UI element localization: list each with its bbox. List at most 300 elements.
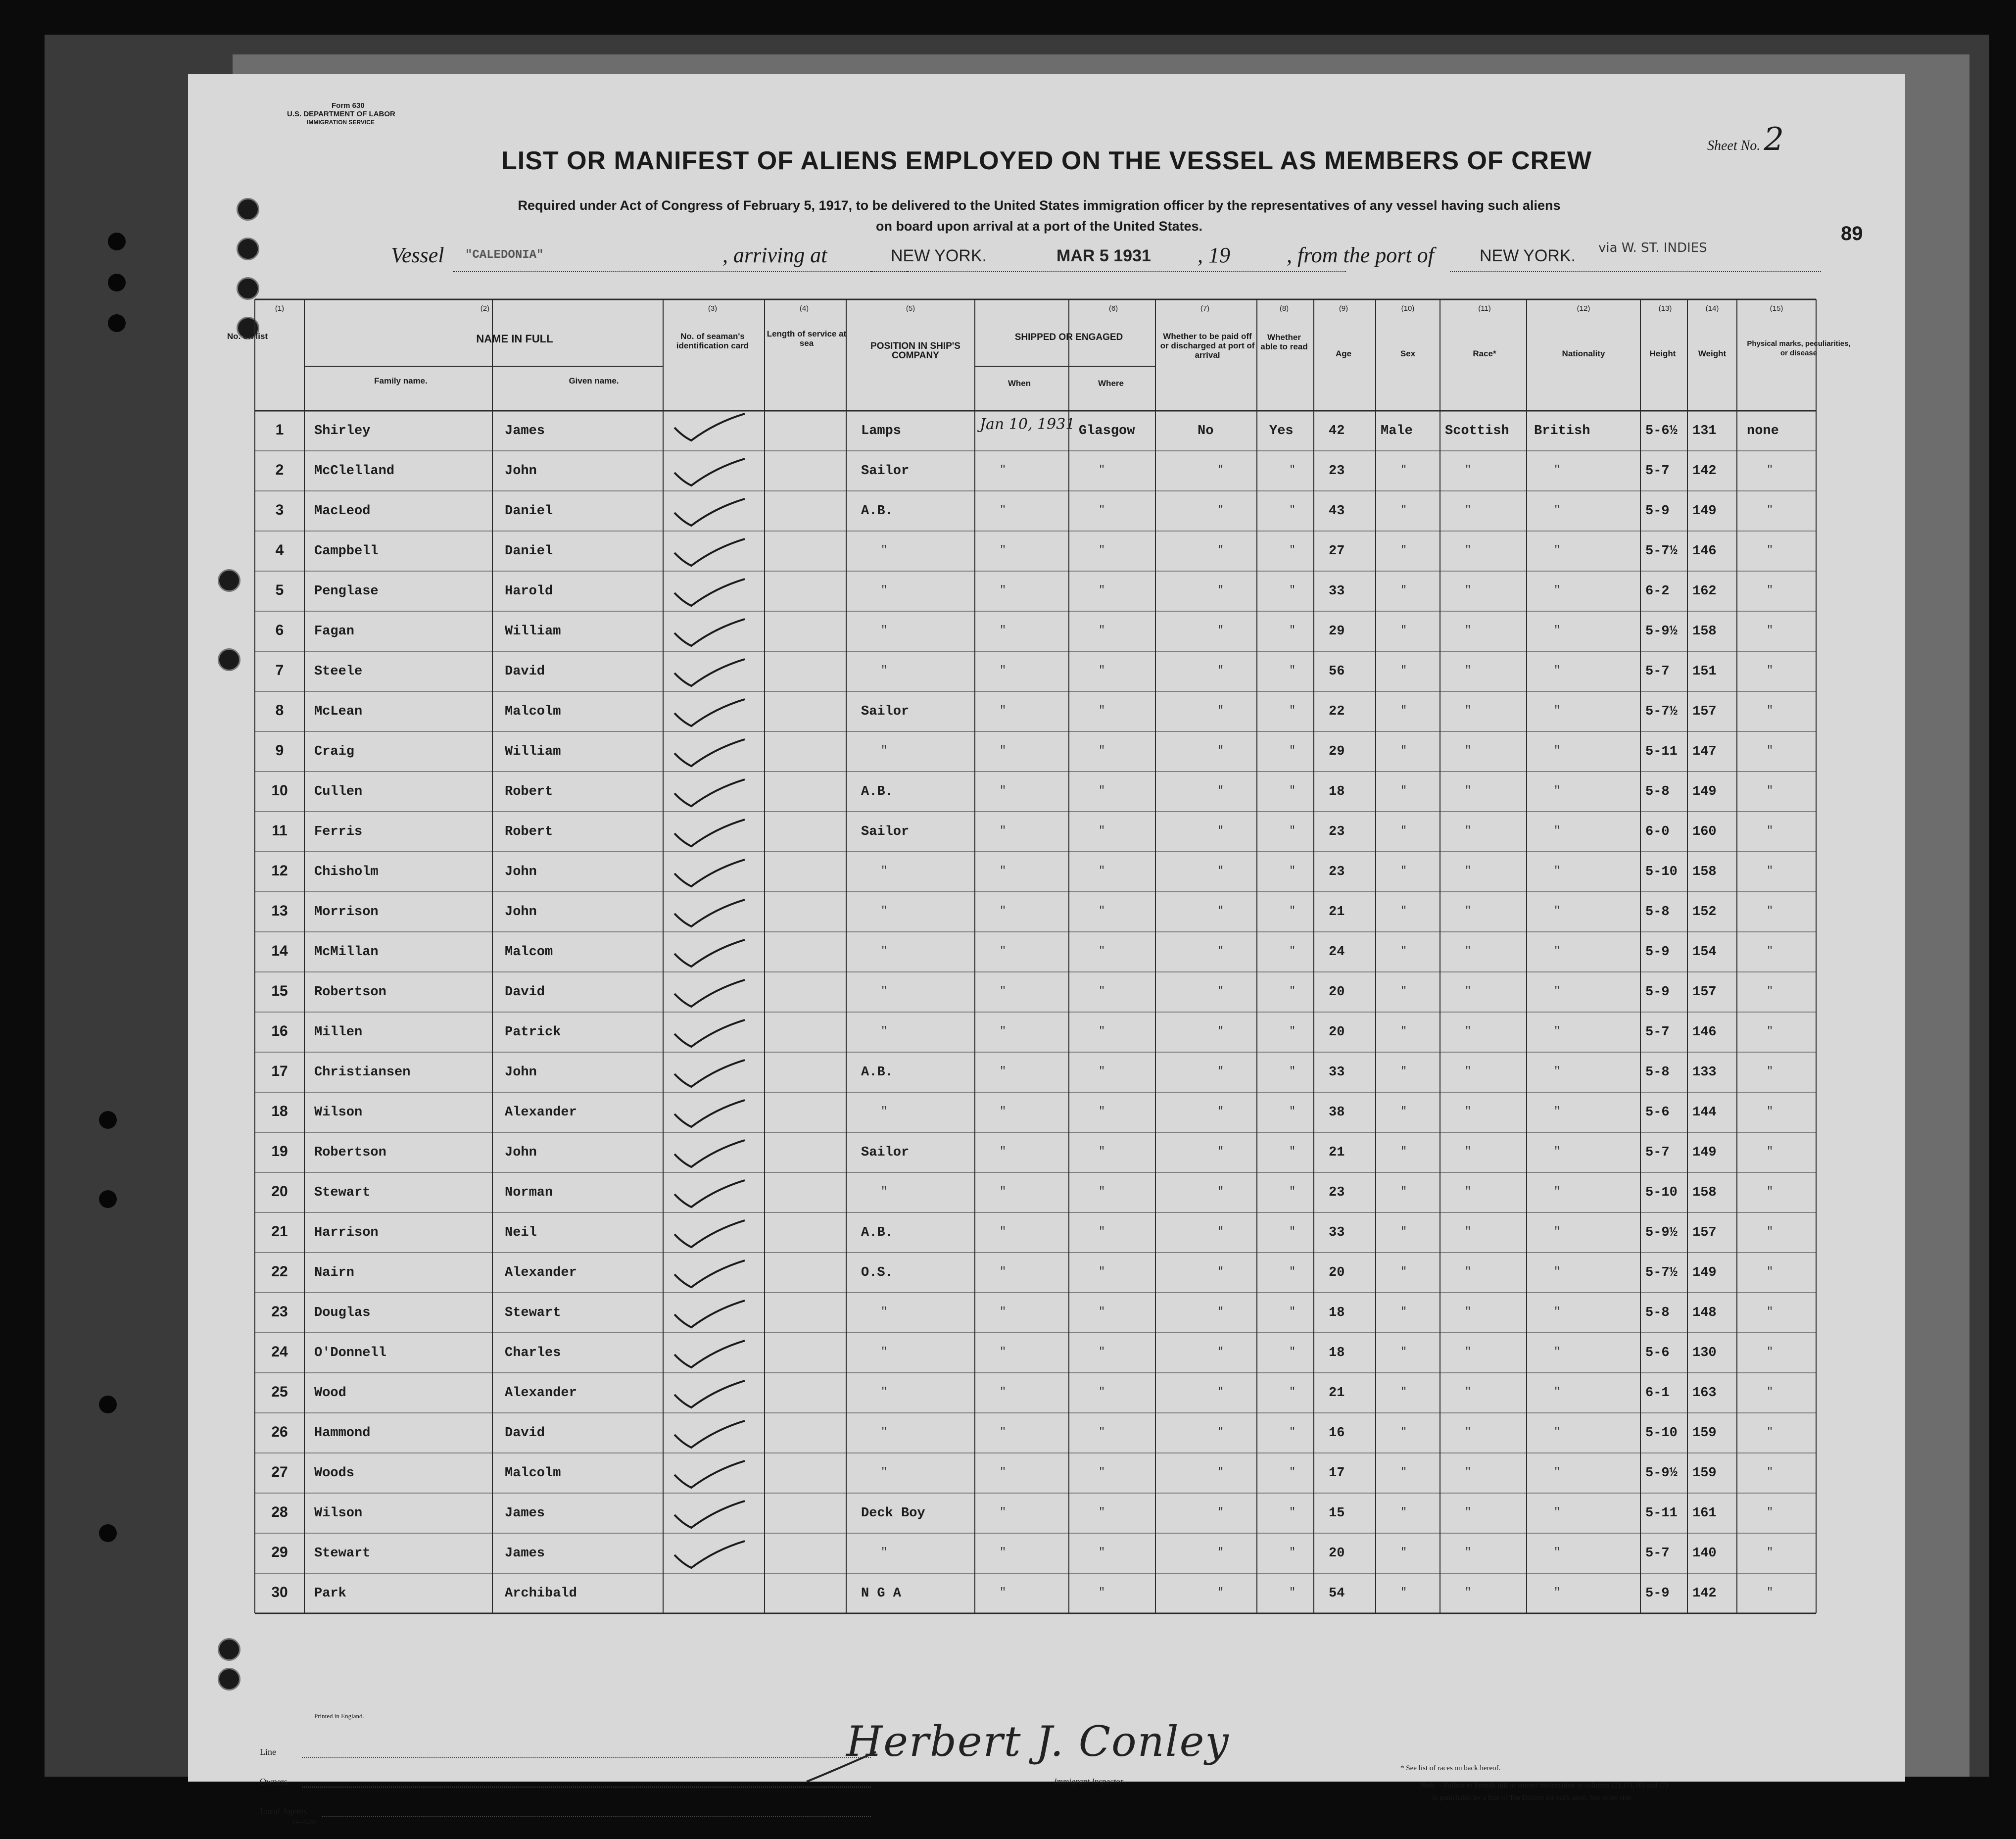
row-number: 13 (271, 903, 288, 919)
paid-off: " (1217, 945, 1224, 957)
weight: 157 (1692, 985, 1717, 1000)
family-name: McClelland (314, 464, 395, 479)
weight: 131 (1692, 424, 1717, 438)
family-name: Shirley (314, 424, 371, 438)
age: 29 (1329, 744, 1345, 759)
able-to-read: " (1289, 905, 1296, 917)
able-to-read: " (1289, 544, 1296, 556)
position: A.B. (861, 504, 893, 519)
nationality: " (1554, 464, 1561, 476)
sex: " (1400, 1065, 1407, 1077)
given-name: Daniel (505, 504, 553, 519)
row-number: 21 (271, 1223, 288, 1240)
shipped-where: " (1099, 1225, 1105, 1238)
shipped-when: " (1000, 1185, 1007, 1198)
physical-marks: " (1767, 624, 1774, 636)
paid-off: " (1217, 784, 1224, 797)
age: 33 (1329, 1065, 1345, 1080)
family-name: Wilson (314, 1105, 363, 1120)
weight: 163 (1692, 1386, 1717, 1401)
physical-marks: " (1767, 744, 1774, 757)
table-row (188, 852, 1905, 892)
sex: " (1400, 1346, 1407, 1358)
sex: " (1400, 584, 1407, 596)
shipped-where: " (1099, 1065, 1105, 1077)
race: " (1465, 1145, 1472, 1158)
row-number: 19 (271, 1143, 288, 1160)
height: 5-9½ (1645, 1466, 1678, 1481)
race: " (1465, 985, 1472, 997)
vessel-label: Vessel (391, 243, 444, 267)
weight: 133 (1692, 1065, 1717, 1080)
table-row (188, 1533, 1905, 1573)
binder-hole (99, 1190, 117, 1208)
weight: 149 (1692, 504, 1717, 519)
able-to-read: " (1289, 1025, 1296, 1037)
id-card-check-mark (671, 814, 755, 853)
age: 23 (1329, 1185, 1345, 1200)
row-number: 15 (271, 983, 288, 999)
paid-off: " (1217, 1145, 1224, 1158)
paid-off: " (1217, 824, 1224, 837)
table-row (188, 491, 1905, 531)
shipped-where: " (1099, 1185, 1105, 1198)
id-card-check-mark (671, 1375, 755, 1414)
sex: " (1400, 1546, 1407, 1558)
physical-marks: " (1767, 824, 1774, 837)
row-number: 11 (272, 823, 288, 839)
able-to-read: " (1289, 744, 1296, 757)
age: 20 (1329, 1265, 1345, 1280)
nationality: " (1554, 1225, 1561, 1238)
table-row (188, 1333, 1905, 1373)
weight: 142 (1692, 464, 1717, 479)
able-to-read: " (1289, 584, 1296, 596)
family-name: Robertson (314, 985, 386, 1000)
header-position: POSITION IN SHIP'S COMPANY (870, 341, 960, 361)
paid-off: " (1217, 1105, 1224, 1117)
shipped-when: " (1000, 1145, 1007, 1158)
able-to-read: " (1289, 1346, 1296, 1358)
table-row (188, 1212, 1905, 1253)
age: 24 (1329, 945, 1345, 960)
arriving-label: , arriving at (722, 243, 827, 267)
binder-hole (99, 1524, 117, 1542)
column-number: (10) (1401, 304, 1415, 313)
given-name: Robert (505, 784, 553, 799)
nationality: " (1554, 1185, 1561, 1198)
age: 18 (1329, 1346, 1345, 1360)
column-number: (2) (480, 304, 490, 313)
race: " (1465, 664, 1472, 677)
paid-off: " (1217, 985, 1224, 997)
position: " (881, 1466, 888, 1478)
family-name: Campbell (314, 544, 379, 559)
given-name: David (505, 1426, 545, 1441)
nationality: " (1554, 1586, 1561, 1598)
able-to-read: " (1289, 1386, 1296, 1398)
height: 5-9 (1645, 504, 1670, 519)
table-row (188, 892, 1905, 932)
owners-label: Owners (260, 1777, 288, 1787)
paid-off: " (1217, 464, 1224, 476)
physical-marks: " (1767, 584, 1774, 596)
position: Lamps (861, 424, 902, 438)
binder-hole (108, 274, 126, 291)
table-row (188, 1373, 1905, 1413)
nationality: " (1554, 945, 1561, 957)
able-to-read: " (1289, 1145, 1296, 1158)
agents-label: Local Agents (260, 1806, 307, 1816)
height: 5-9 (1645, 945, 1670, 960)
family-name: Woods (314, 1466, 355, 1481)
header-nationality: Nationality (1562, 349, 1605, 358)
shipped-when: " (1000, 464, 1007, 476)
table-row (188, 1172, 1905, 1212)
header-physical: Physical marks, peculiarities, or disease (1747, 339, 1851, 357)
race-note: * See list of races on back hereof. (1400, 1764, 1501, 1772)
nationality: " (1554, 1346, 1561, 1358)
race: " (1465, 1265, 1472, 1278)
id-card-check-mark (671, 493, 755, 532)
family-name: Douglas (314, 1306, 371, 1320)
height: 5-9 (1645, 985, 1670, 1000)
physical-marks: " (1767, 504, 1774, 516)
shipped-where: " (1099, 1105, 1105, 1117)
position: Sailor (861, 1145, 910, 1160)
service-name: IMMIGRATION SERVICE (307, 119, 375, 126)
given-name: Malcom (505, 945, 553, 960)
position: " (881, 945, 888, 957)
paid-off: " (1217, 624, 1224, 636)
able-to-read: " (1289, 784, 1296, 797)
paid-off: " (1217, 865, 1224, 877)
given-name: James (505, 424, 545, 438)
position: " (881, 544, 888, 556)
family-name: McMillan (314, 945, 379, 960)
sex: " (1400, 905, 1407, 917)
race: " (1465, 1386, 1472, 1398)
arriving-port: NEW YORK. (891, 246, 987, 265)
family-name: Harrison (314, 1225, 379, 1240)
given-name: John (505, 464, 537, 479)
age: 33 (1329, 1225, 1345, 1240)
race: " (1465, 1105, 1472, 1117)
height: 6-1 (1645, 1386, 1670, 1401)
given-name: Alexander (505, 1265, 577, 1280)
row-number: 24 (271, 1344, 288, 1360)
binder-hole (108, 314, 126, 332)
table-row (188, 1052, 1905, 1092)
able-to-read: " (1289, 1586, 1296, 1598)
column-number: (4) (799, 304, 809, 313)
age: 20 (1329, 1546, 1345, 1561)
id-card-check-mark (671, 1455, 755, 1495)
paid-off: " (1217, 1586, 1224, 1598)
height: 5-7½ (1645, 544, 1678, 559)
family-name: Stewart (314, 1546, 371, 1561)
shipped-when: " (1000, 1265, 1007, 1278)
id-card-check-mark (671, 1014, 755, 1054)
given-name: Robert (505, 824, 553, 839)
year-prefix: , 19 (1198, 243, 1230, 267)
id-card-check-mark (671, 1094, 755, 1134)
weight: 162 (1692, 584, 1717, 599)
family-name: Hammond (314, 1426, 371, 1441)
row-number: 8 (275, 702, 284, 719)
header-length-service: Length of service at sea (767, 329, 847, 348)
table-row (188, 411, 1905, 451)
table-row (188, 772, 1905, 812)
given-name: Patrick (505, 1025, 561, 1040)
age: 18 (1329, 1306, 1345, 1320)
shipped-when: Jan 10, 1931 (980, 416, 1075, 433)
nationality: " (1554, 1546, 1561, 1558)
weight: 157 (1692, 1225, 1717, 1240)
header-name-in-full: NAME IN FULL (476, 333, 553, 345)
weight: 142 (1692, 1586, 1717, 1601)
race: " (1465, 1185, 1472, 1198)
physical-marks: " (1767, 1265, 1774, 1278)
position: " (881, 744, 888, 757)
position: A.B. (861, 784, 893, 799)
shipped-when: " (1000, 1466, 1007, 1478)
weight: 151 (1692, 664, 1717, 679)
shipped-where: " (1099, 1586, 1105, 1598)
age: 33 (1329, 584, 1345, 599)
physical-marks: " (1767, 1586, 1774, 1598)
height: 5-10 (1645, 1426, 1678, 1441)
position: A.B. (861, 1225, 893, 1240)
shipped-when: " (1000, 744, 1007, 757)
nationality: " (1554, 1065, 1561, 1077)
column-number: (9) (1339, 304, 1348, 313)
sex: " (1400, 744, 1407, 757)
sex: " (1400, 865, 1407, 877)
table-row (188, 812, 1905, 852)
nationality: " (1554, 1426, 1561, 1438)
weight: 149 (1692, 784, 1717, 799)
shipped-when: " (1000, 945, 1007, 957)
family-name: Chisholm (314, 865, 379, 879)
header-sex: Sex (1400, 349, 1416, 358)
age: 21 (1329, 1386, 1345, 1401)
physical-marks: " (1767, 1506, 1774, 1518)
shipped-when: " (1000, 664, 1007, 677)
departure-port: NEW YORK. (1480, 246, 1576, 265)
paid-off: " (1217, 584, 1224, 596)
shipped-when: " (1000, 1426, 1007, 1438)
physical-marks: " (1767, 905, 1774, 917)
age: 42 (1329, 424, 1345, 438)
family-name: Cullen (314, 784, 363, 799)
shipped-where: " (1099, 1546, 1105, 1558)
family-name: Wood (314, 1386, 346, 1401)
position: " (881, 1426, 888, 1438)
position: Deck Boy (861, 1506, 925, 1521)
nationality: " (1554, 744, 1561, 757)
shipped-when: " (1000, 544, 1007, 556)
row-number: 4 (275, 542, 284, 558)
shipped-where: Glasgow (1079, 424, 1135, 438)
table-row (188, 1092, 1905, 1132)
given-name: Malcolm (505, 1466, 561, 1481)
id-card-check-mark (671, 1495, 755, 1535)
header-age: Age (1335, 349, 1352, 358)
sex: " (1400, 544, 1407, 556)
race: " (1465, 1506, 1472, 1518)
paid-off: " (1217, 744, 1224, 757)
family-name: McLean (314, 704, 363, 719)
able-to-read: " (1289, 1065, 1296, 1077)
id-card-check-mark (671, 974, 755, 1014)
header-shipped: SHIPPED OR ENGAGED (1014, 332, 1123, 342)
weight: 158 (1692, 1185, 1717, 1200)
race: " (1465, 504, 1472, 516)
paid-off: " (1217, 1506, 1224, 1518)
table-row (188, 932, 1905, 972)
weight: 149 (1692, 1145, 1717, 1160)
family-name: Morrison (314, 905, 379, 920)
height: 5-8 (1645, 1306, 1670, 1320)
position: " (881, 1346, 888, 1358)
height: 5-7½ (1645, 1265, 1678, 1280)
id-card-check-mark (671, 854, 755, 893)
page-mark: 89 (1841, 223, 1863, 244)
shipped-when: " (1000, 1105, 1007, 1117)
table-row (188, 1253, 1905, 1293)
able-to-read: " (1289, 1426, 1296, 1438)
position: " (881, 1386, 888, 1398)
given-name: John (505, 905, 537, 920)
from-label: , from the port of (1287, 243, 1434, 267)
weight: 160 (1692, 824, 1717, 839)
family-name: Park (314, 1586, 346, 1601)
shipped-where: " (1099, 464, 1105, 476)
given-name: James (505, 1546, 545, 1561)
header-able-to-read: Whether able to read (1260, 333, 1308, 351)
id-card-check-mark (671, 1174, 755, 1214)
shipped-where: " (1099, 544, 1105, 556)
nationality: " (1554, 1145, 1561, 1158)
paid-off: " (1217, 1346, 1224, 1358)
column-number: (12) (1577, 304, 1590, 313)
race: " (1465, 1426, 1472, 1438)
race: " (1465, 1306, 1472, 1318)
table-row (188, 451, 1905, 491)
sheet-label: Sheet No. (1707, 138, 1761, 153)
nationality: " (1554, 1265, 1561, 1278)
row-number: 10 (271, 782, 288, 799)
weight: 158 (1692, 865, 1717, 879)
able-to-read: " (1289, 1546, 1296, 1558)
weight: 161 (1692, 1506, 1717, 1521)
age: 20 (1329, 985, 1345, 1000)
nationality: " (1554, 905, 1561, 917)
height: 5-6½ (1645, 424, 1678, 438)
physical-marks: " (1767, 1346, 1774, 1358)
given-name: Malcolm (505, 704, 561, 719)
id-card-check-mark (671, 1134, 755, 1174)
family-name: Stewart (314, 1185, 371, 1200)
paid-off: " (1217, 1265, 1224, 1278)
physical-marks: " (1767, 1306, 1774, 1318)
sex: " (1400, 1185, 1407, 1198)
given-name: John (505, 1065, 537, 1080)
header-height: Height (1649, 349, 1676, 358)
row-number: 27 (271, 1464, 288, 1480)
family-name: Ferris (314, 824, 363, 839)
height: 5-10 (1645, 1185, 1678, 1200)
physical-marks: " (1767, 784, 1774, 797)
paid-off: " (1217, 1185, 1224, 1198)
sex: " (1400, 784, 1407, 797)
column-number: (8) (1279, 304, 1289, 313)
given-name: Archibald (505, 1586, 577, 1601)
height: 5-10 (1645, 865, 1678, 879)
table-row (188, 972, 1905, 1012)
binder-hole (108, 233, 126, 250)
shipped-where: " (1099, 1145, 1105, 1158)
able-to-read: " (1289, 664, 1296, 677)
note-line-2: is punishable by a fine of Ten Dollars for each alien. See other side. (1433, 1794, 1633, 1802)
note-line-1: Note.—Failure to furnish full or correct information in columns (2), (5), (6) and (7) (1420, 1782, 1668, 1790)
weight: 147 (1692, 744, 1717, 759)
position: " (881, 1546, 888, 1558)
able-to-read: " (1289, 865, 1296, 877)
nationality: " (1554, 985, 1561, 997)
shipped-where: " (1099, 1506, 1105, 1518)
weight: 154 (1692, 945, 1717, 960)
shipped-when: " (1000, 624, 1007, 636)
race: " (1465, 624, 1472, 636)
given-name: Alexander (505, 1105, 577, 1120)
able-to-read: " (1289, 1105, 1296, 1117)
weight: 149 (1692, 1265, 1717, 1280)
table-row (188, 571, 1905, 611)
shipped-when: " (1000, 1065, 1007, 1077)
sex: " (1400, 824, 1407, 837)
age: 23 (1329, 464, 1345, 479)
age: 20 (1329, 1025, 1345, 1040)
shipped-when: " (1000, 784, 1007, 797)
column-number: (6) (1108, 304, 1118, 313)
weight: 159 (1692, 1466, 1717, 1481)
header-weight: Weight (1698, 349, 1727, 358)
shipped-when: " (1000, 865, 1007, 877)
height: 5-11 (1645, 1506, 1678, 1521)
row-number: 22 (271, 1263, 288, 1280)
height: 5-8 (1645, 905, 1670, 920)
id-card-check-mark (671, 573, 755, 613)
id-card-check-mark (671, 1535, 755, 1575)
paid-off: " (1217, 1306, 1224, 1318)
id-card-check-mark (671, 1335, 755, 1374)
row-number: 28 (271, 1504, 288, 1520)
shipped-where: " (1099, 1265, 1105, 1278)
sex: " (1400, 945, 1407, 957)
column-number: (1) (275, 304, 285, 313)
height: 5-9½ (1645, 624, 1678, 639)
height: 5-8 (1645, 784, 1670, 799)
family-name: Craig (314, 744, 355, 759)
weight: 130 (1692, 1346, 1717, 1360)
age: 22 (1329, 704, 1345, 719)
given-name: Harold (505, 584, 553, 599)
shipped-when: " (1000, 1506, 1007, 1518)
position: " (881, 905, 888, 917)
shipped-when: " (1000, 704, 1007, 717)
